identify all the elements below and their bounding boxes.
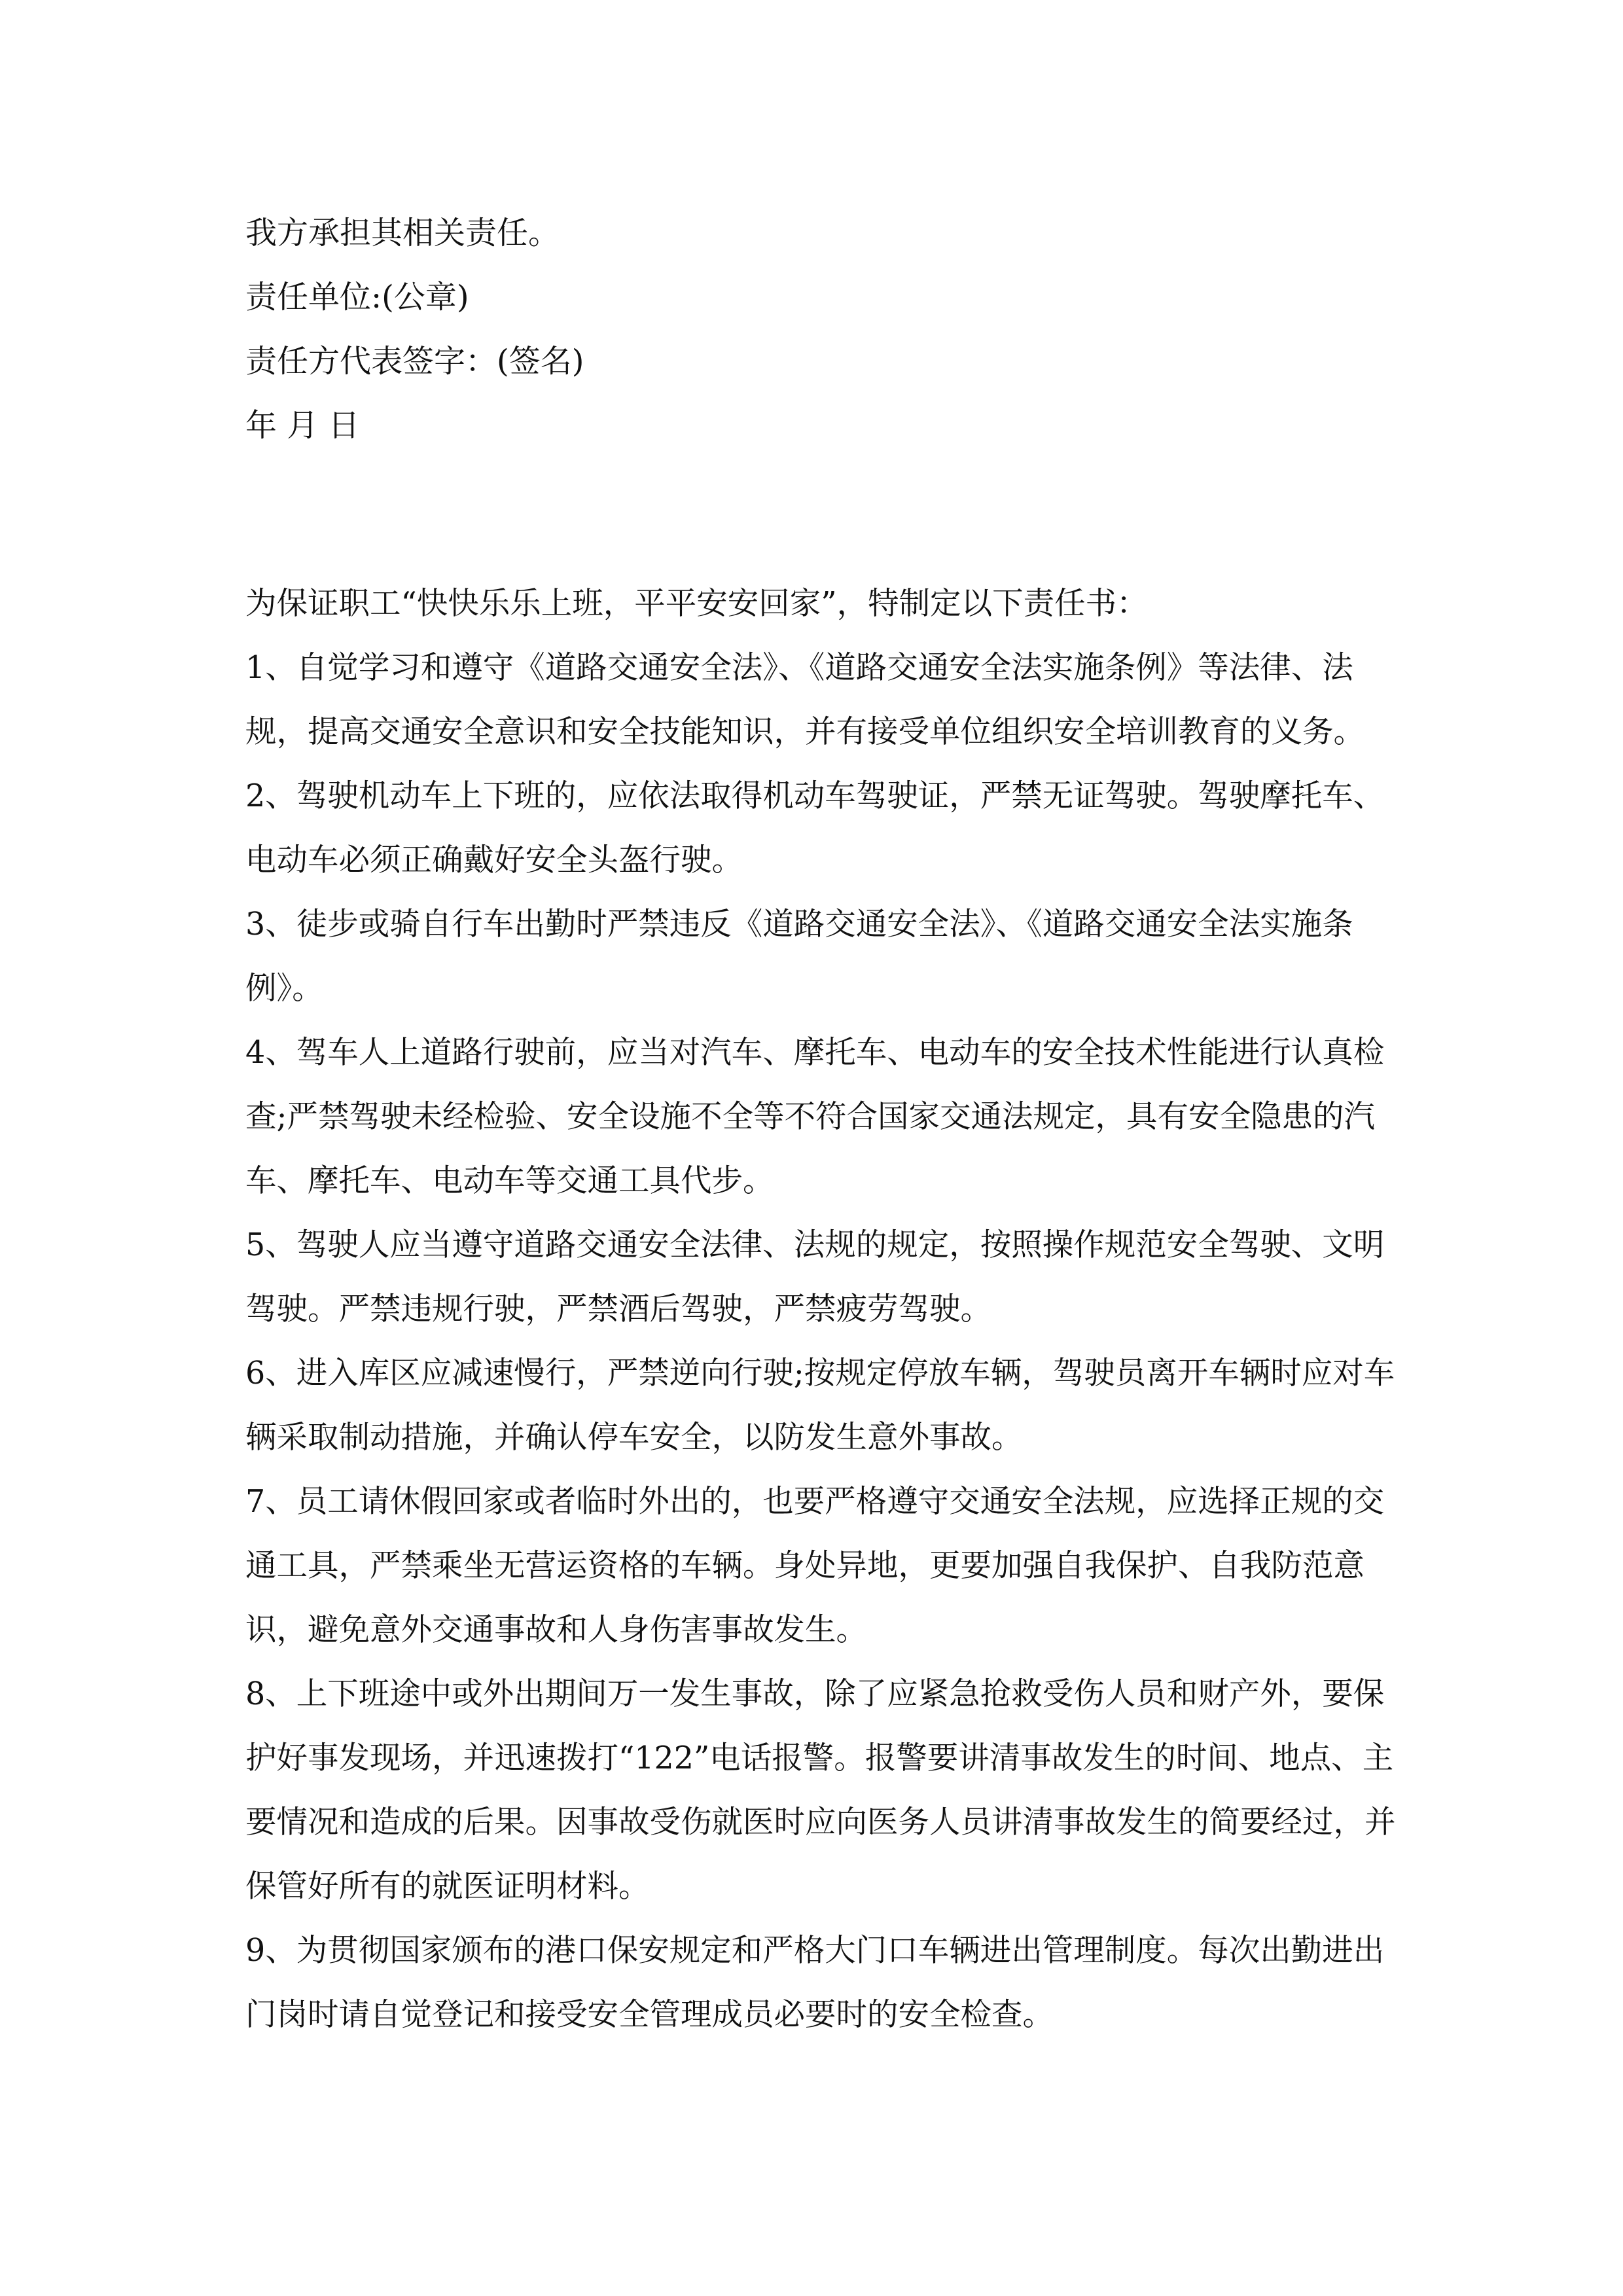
intro-paragraph: 为保证职工“快快乐乐上班，平平安安回家”，特制定以下责任书：: [245, 586, 1148, 622]
closing-line: 我方承担其相关责任。: [245, 215, 560, 251]
document-content: [245, 201, 1399, 2047]
clause-2: 2、驾驶机动车上下班的，应依法取得机动车驾驶证，严禁无证驾驶。驾驶摩托车、电动车必须正确戴好安全头盔行驶。: [245, 778, 1385, 878]
clause-3: 3、徒步或骑自行车出勤时严禁违反《道路交通安全法》、《道路交通安全法实施条例》。: [245, 906, 1353, 1007]
closing-block: [245, 201, 1399, 457]
clause-1: 1、自觉学习和遵守《道路交通安全法》、《道路交通安全法实施条例》等法律、法规，提高交通安全意识和安全技能知识，并有接受单位组织安全培训教育的义务。: [245, 650, 1364, 750]
clause-8: 8、上下班途中或外出期间万一发生事故，除了应紧急抢救受伤人员和财产外，要保护好事发现场，并迅速拨打“122”电话报警。报警要讲清事故发生的时间、地点、主要情况和造成的后果。因事故受伤就医时应向医务人员讲清事故发生的简要经过，并保管好所有的就医证明材料。: [245, 1676, 1396, 1905]
clause-4: 4、驾车人上道路行驶前，应当对汽车、摩托车、电动车的安全技术性能进行认真检查;严禁驾驶未经检验、安全设施不全等不符合国家交通法规定，具有安全隐患的汽车、摩托车、电动车等交通工具代步。: [245, 1035, 1385, 1199]
responsible-unit-line: 责任单位:(公章): [245, 279, 469, 315]
responsibility-letter-body: [245, 572, 1399, 2047]
section-gap: [245, 457, 1399, 572]
clause-7: 7、员工请休假回家或者临时外出的，也要严格遵守交通安全法规，应选择正规的交通工具，严禁乘坐无营运资格的车辆。身处异地，更要加强自我保护、自我防范意识，避免意外交通事故和人身伤害事故发生。: [245, 1484, 1385, 1648]
representative-signature-line: 责任方代表签字：(签名): [245, 343, 584, 380]
clause-5: 5、驾驶人应当遵守道路交通安全法律、法规的规定，按照操作规范安全驾驶、文明驾驶。严禁违规行驶，严禁酒后驾驶，严禁疲劳驾驶。: [245, 1227, 1385, 1327]
clause-6: 6、进入库区应减速慢行，严禁逆向行驶;按规定停放车辆，驾驶员离开车辆时应对车辆采取制动措施，并确认停车安全，以防发生意外事故。: [245, 1355, 1395, 1456]
date-line: 年 月 日: [245, 407, 360, 444]
clause-9: 9、为贯彻国家颁布的港口保安规定和严格大门口车辆进出管理制度。每次出勤进出门岗时请自觉登记和接受安全管理成员必要时的安全检查。: [245, 1933, 1385, 2033]
